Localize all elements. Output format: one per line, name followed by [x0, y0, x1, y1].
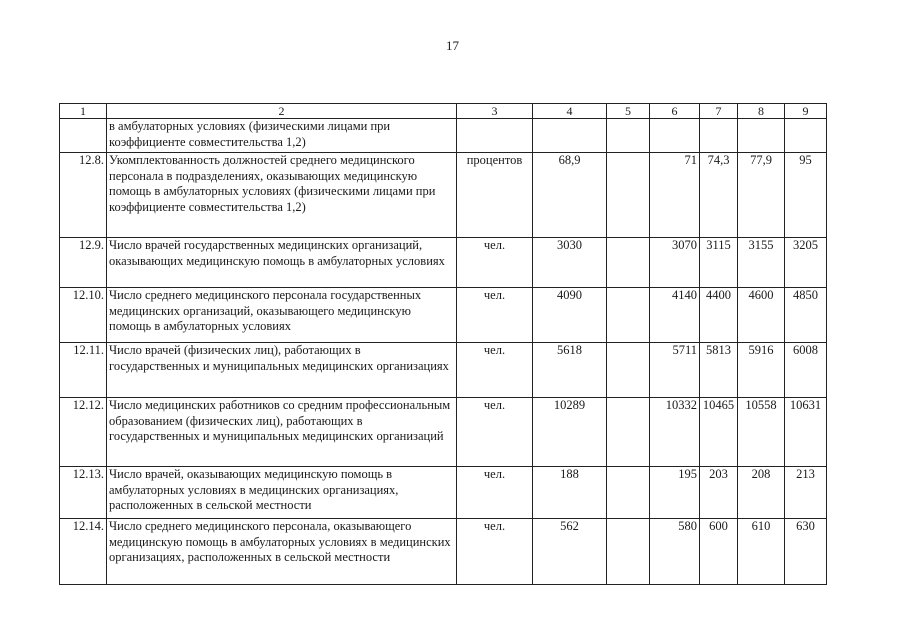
unit-cell: чел.	[457, 343, 533, 398]
row-number: 12.11.	[60, 343, 107, 398]
value-cell: 68,9	[533, 153, 607, 238]
value-cell: 213	[785, 467, 827, 519]
table-row	[60, 467, 827, 519]
table-row	[60, 119, 827, 153]
header-cell: 7	[700, 104, 738, 119]
row-number: 12.10.	[60, 288, 107, 343]
header-cell: 4	[533, 104, 607, 119]
value-cell	[607, 343, 650, 398]
table-row	[60, 519, 827, 585]
unit-cell: чел.	[457, 238, 533, 288]
indicator-description: Укомплектованность должностей среднего медицинского персонала в подразделениях, оказывающих медицинскую помощь в амбулаторных условиях (физическими лицами при коэффициенте совместительства 1,2)	[107, 153, 457, 238]
indicator-description: Число среднего медицинского персонала, оказывающего медицинскую помощь в амбулаторных условиях в медицинских организациях, расположенных в сельской местности	[107, 519, 457, 585]
value-cell	[738, 119, 785, 153]
value-cell	[607, 238, 650, 288]
header-cell: 3	[457, 104, 533, 119]
indicator-description: Число врачей, оказывающих медицинскую помощь в амбулаторных условиях в медицинских организациях, расположенных в сельской местности	[107, 467, 457, 519]
header-cell: 5	[607, 104, 650, 119]
table-row	[60, 343, 827, 398]
value-cell	[785, 119, 827, 153]
value-cell: 562	[533, 519, 607, 585]
value-cell	[607, 153, 650, 238]
value-cell: 10332	[650, 398, 700, 467]
value-cell: 3205	[785, 238, 827, 288]
value-cell	[607, 467, 650, 519]
value-cell	[607, 519, 650, 585]
value-cell: 10631	[785, 398, 827, 467]
page-number: 17	[446, 38, 459, 53]
row-number: 12.14.	[60, 519, 107, 585]
header-cell: 9	[785, 104, 827, 119]
table-row	[60, 288, 827, 343]
value-cell: 6008	[785, 343, 827, 398]
value-cell	[607, 398, 650, 467]
header-row	[60, 104, 827, 119]
header-cell: 2	[107, 104, 457, 119]
value-cell: 3115	[700, 238, 738, 288]
unit-cell: чел.	[457, 519, 533, 585]
value-cell	[607, 119, 650, 153]
unit-cell: чел.	[457, 398, 533, 467]
value-cell: 5618	[533, 343, 607, 398]
value-cell: 203	[700, 467, 738, 519]
indicator-description: Число врачей государственных медицинских организаций, оказывающих медицинскую помощь в амбулаторных условиях	[107, 238, 457, 288]
value-cell: 188	[533, 467, 607, 519]
indicator-description: Число врачей (физических лиц), работающих в государственных и муниципальных медицинских организациях	[107, 343, 457, 398]
row-number: 12.13.	[60, 467, 107, 519]
value-cell: 4140	[650, 288, 700, 343]
value-cell: 630	[785, 519, 827, 585]
unit-cell: чел.	[457, 467, 533, 519]
value-cell	[607, 288, 650, 343]
table-row	[60, 153, 827, 238]
value-cell	[650, 119, 700, 153]
value-cell: 3030	[533, 238, 607, 288]
value-cell: 71	[650, 153, 700, 238]
indicator-description: в амбулаторных условиях (физическими лицами при коэффициенте совместительства 1,2)	[107, 119, 457, 153]
row-number: 12.12.	[60, 398, 107, 467]
indicator-description: Число среднего медицинского персонала государственных медицинских организаций, оказывающего медицинскую помощь в амбулаторных условиях	[107, 288, 457, 343]
value-cell: 208	[738, 467, 785, 519]
value-cell: 77,9	[738, 153, 785, 238]
value-cell: 10558	[738, 398, 785, 467]
table-row	[60, 398, 827, 467]
value-cell: 3155	[738, 238, 785, 288]
unit-cell: процентов	[457, 153, 533, 238]
value-cell: 4600	[738, 288, 785, 343]
header-cell: 8	[738, 104, 785, 119]
header-cell: 1	[60, 104, 107, 119]
value-cell: 5916	[738, 343, 785, 398]
value-cell: 600	[700, 519, 738, 585]
value-cell: 3070	[650, 238, 700, 288]
value-cell: 195	[650, 467, 700, 519]
value-cell	[700, 119, 738, 153]
row-number	[60, 119, 107, 153]
value-cell: 4090	[533, 288, 607, 343]
value-cell: 4850	[785, 288, 827, 343]
indicator-description: Число медицинских работников со средним профессиональным образованием (физических лиц), работающих в государственных и муниципальных медицинских организаций	[107, 398, 457, 467]
value-cell: 95	[785, 153, 827, 238]
header-cell: 6	[650, 104, 700, 119]
row-number: 12.9.	[60, 238, 107, 288]
value-cell: 5813	[700, 343, 738, 398]
value-cell: 10289	[533, 398, 607, 467]
value-cell: 74,3	[700, 153, 738, 238]
unit-cell: чел.	[457, 288, 533, 343]
table-row	[60, 238, 827, 288]
indicators-table	[59, 103, 827, 585]
value-cell: 10465	[700, 398, 738, 467]
value-cell: 5711	[650, 343, 700, 398]
value-cell: 580	[650, 519, 700, 585]
value-cell: 610	[738, 519, 785, 585]
value-cell	[533, 119, 607, 153]
value-cell: 4400	[700, 288, 738, 343]
unit-cell	[457, 119, 533, 153]
row-number: 12.8.	[60, 153, 107, 238]
